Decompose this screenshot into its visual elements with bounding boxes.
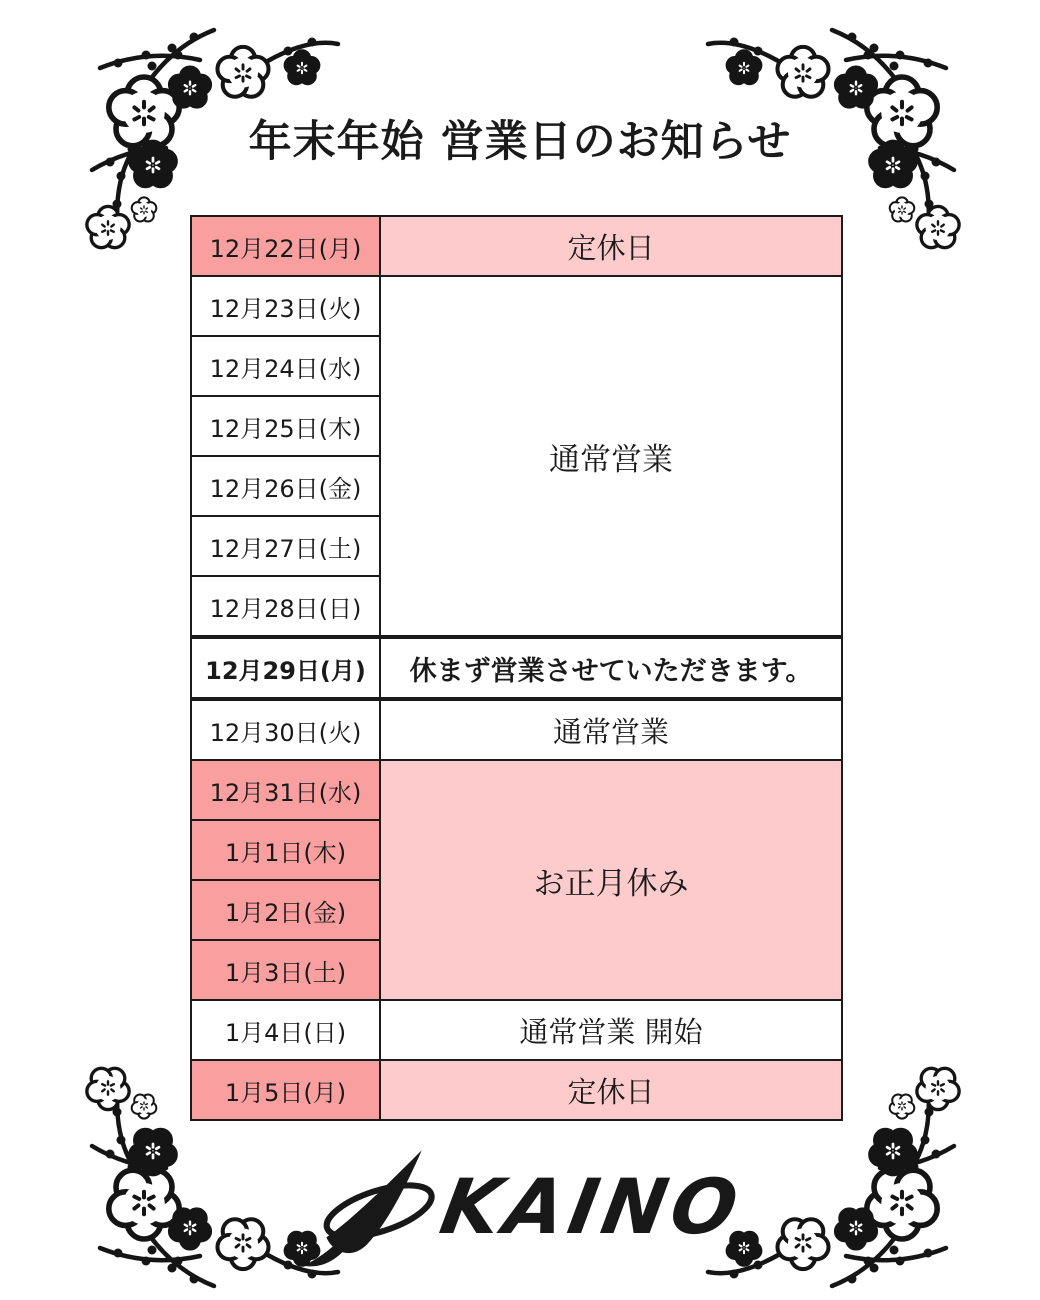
date-cell: 1月5日(月) <box>191 1060 380 1120</box>
table-row <box>191 216 842 276</box>
date-cell: 12月24日(水) <box>191 336 380 396</box>
date-cell: 12月23日(火) <box>191 276 380 336</box>
table-row <box>191 276 842 336</box>
date-cell: 1月1日(木) <box>191 820 380 880</box>
page-title: 年末年始 営業日のお知らせ <box>248 117 792 167</box>
status-cell: 通常営業 開始 <box>380 1000 842 1060</box>
date-cell: 12月22日(月) <box>191 216 380 276</box>
date-cell: 12月26日(金) <box>191 456 380 516</box>
date-cell: 12月30日(火) <box>191 699 380 760</box>
table-row <box>191 1000 842 1060</box>
kaino-logo-swoosh-icon <box>298 1146 440 1268</box>
date-cell: 12月31日(水) <box>191 760 380 820</box>
status-cell: 休まず営業させていただきます。 <box>380 637 842 699</box>
date-cell: 12月27日(土) <box>191 516 380 576</box>
table-row <box>191 760 842 820</box>
status-cell: 定休日 <box>380 216 842 276</box>
status-cell: 定休日 <box>380 1060 842 1120</box>
table-row <box>191 1060 842 1120</box>
date-cell: 1月2日(金) <box>191 880 380 940</box>
date-cell: 1月3日(土) <box>191 940 380 1000</box>
kaino-logo <box>0 1142 1040 1272</box>
business-days-table <box>190 215 843 1121</box>
date-cell: 12月28日(日) <box>191 576 380 637</box>
date-cell: 12月25日(木) <box>191 396 380 456</box>
date-cell: 12月29日(月) <box>191 637 380 699</box>
table-row <box>191 637 842 699</box>
status-cell: 通常営業 <box>380 699 842 760</box>
kaino-logo-text: KAINO <box>434 1162 750 1251</box>
date-cell: 1月4日(日) <box>191 1000 380 1060</box>
status-cell-merged-normal: 通常営業 <box>380 276 842 637</box>
status-cell-merged-holiday: お正月休み <box>380 760 842 1000</box>
table-row <box>191 699 842 760</box>
